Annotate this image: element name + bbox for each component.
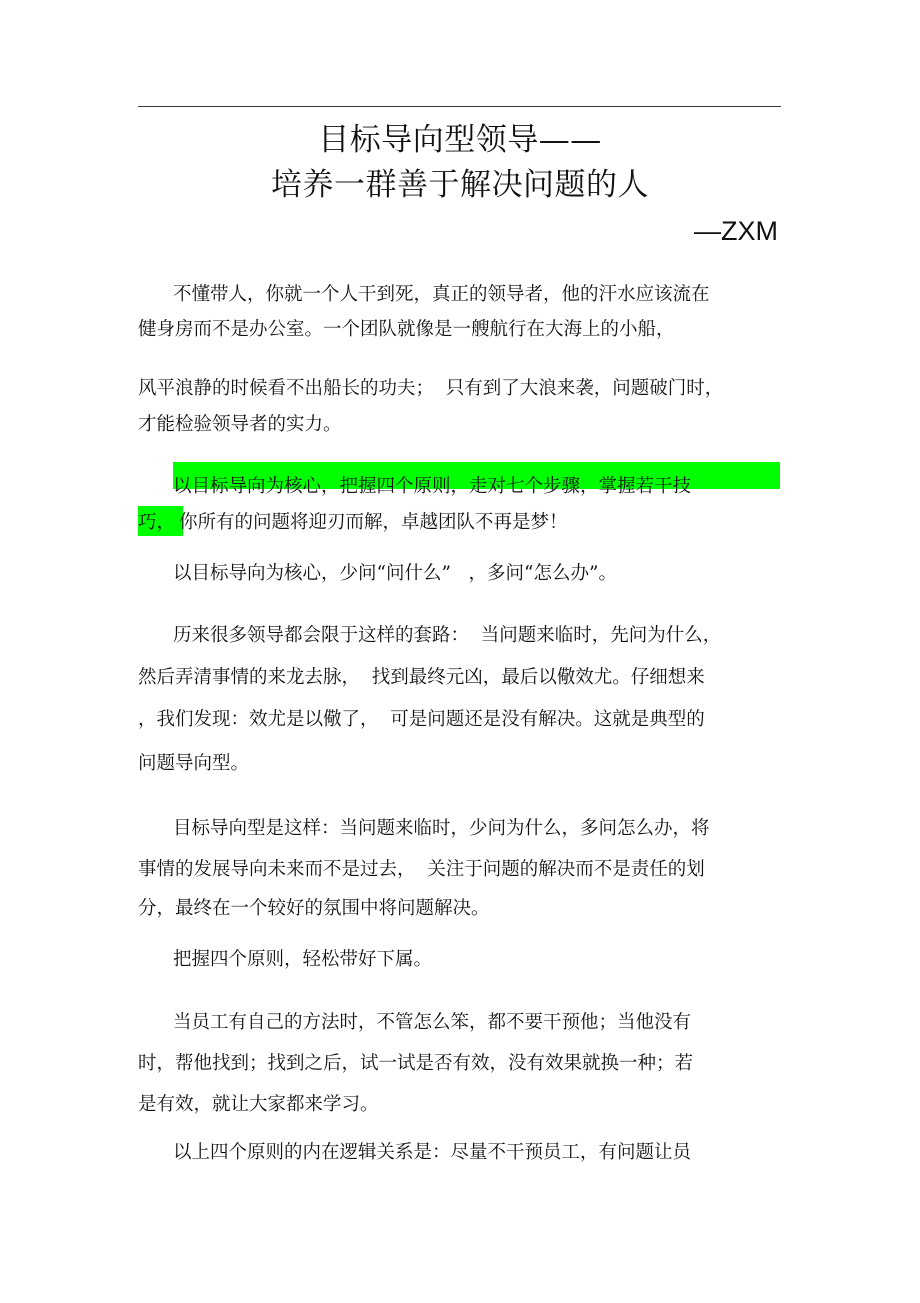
document-title-line-1: 目标导向型领导—— [318, 122, 602, 158]
paragraph-7-line-1: 把握四个原则，轻松带好下属。 [173, 949, 433, 970]
document-title-line-2: 培养一群善于解决问题的人 [271, 167, 649, 203]
highlighted-paragraph-fragment: 巧， [138, 512, 176, 533]
paragraph-8-line-2: 时，帮他找到；找到之后，试一试是否有效，没有效果就换一种；若 [138, 1053, 694, 1074]
paragraph-2-line-2: 才能检验领导者的实力。 [138, 414, 342, 435]
paragraph-5-line-4: 问题导向型。 [138, 753, 250, 774]
author-signature: —ZXM [694, 216, 778, 246]
highlighted-paragraph-continuation: 你所有的问题将迎刃而解，卓越团队不再是梦！ [179, 512, 568, 533]
highlighted-paragraph-line-1: 以目标导向为核心，把握四个原则，走对七个步骤，掌握若干技 [173, 476, 692, 497]
paragraph-4-line-1: 以目标导向为核心，少问“问什么” ，多问“怎么办”。 [173, 563, 617, 584]
header-rule [138, 106, 781, 107]
paragraph-1-line-2: 健身房而不是办公室。一个团队就像是一艘航行在大海上的小船， [138, 319, 675, 340]
paragraph-1-line-1: 不懂带人，你就一个人干到死，真正的领导者，他的汗水应该流在 [173, 284, 710, 305]
paragraph-8-line-1: 当员工有自己的方法时，不管怎么笨，都不要干预他；当他没有 [173, 1012, 692, 1033]
paragraph-6-line-2: 事情的发展导向未来而不是过去， 关注于问题的解决而不是责任的划 [138, 859, 705, 880]
paragraph-5-line-2: 然后弄清事情的来龙去脉， 找到最终元凶，最后以儆效尤。仔细想来 [138, 667, 705, 688]
paragraph-2-line-1: 风平浪静的时候看不出船长的功夫； 只有到了大浪来袭，问题破门时， [138, 378, 724, 399]
paragraph-5-line-3: ，我们发现：效尤是以儆了， 可是问题还是没有解决。这就是典型的 [138, 709, 705, 730]
paragraph-6-line-1: 目标导向型是这样：当问题来临时，少问为什么，多问怎么办，将 [173, 818, 710, 839]
paragraph-8-line-3: 是有效，就让大家都来学习。 [138, 1094, 379, 1115]
paragraph-9-line-1: 以上四个原则的内在逻辑关系是：尽量不干预员工，有问题让员 [173, 1142, 692, 1163]
paragraph-5-line-1: 历来很多领导都会限于这样的套路： 当问题来临时，先问为什么， [173, 625, 722, 646]
paragraph-6-line-3: 分，最终在一个较好的氛围中将问题解决。 [138, 898, 490, 919]
